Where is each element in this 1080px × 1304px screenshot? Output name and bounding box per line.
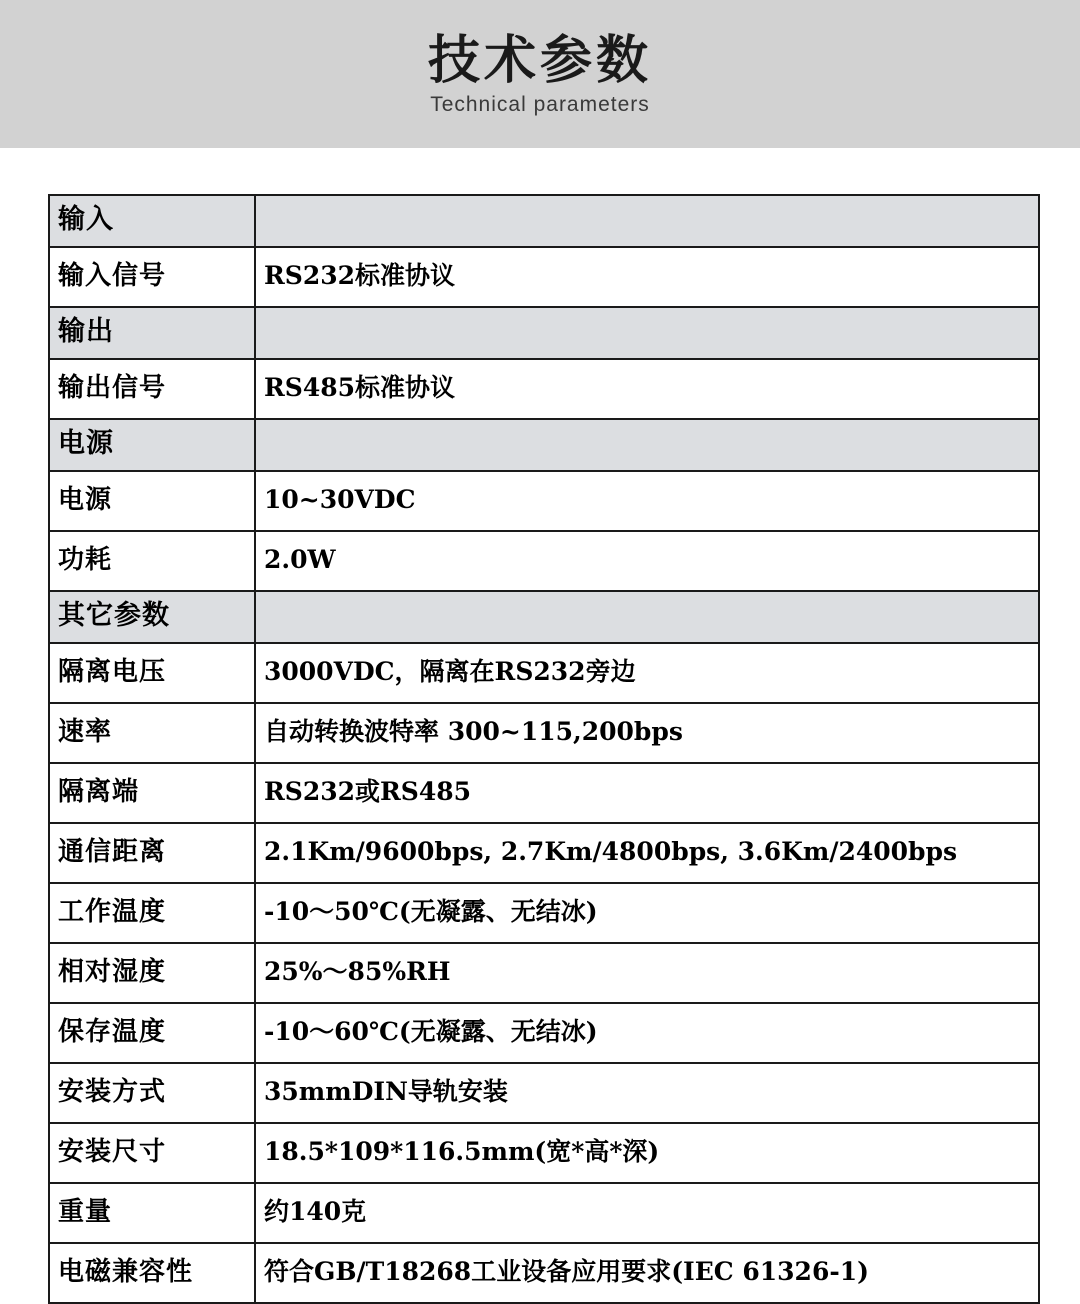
spec-row-value (255, 307, 1039, 359)
spec-section-row (49, 195, 1039, 247)
spec-item-row (49, 1243, 1039, 1303)
spec-row-label: 工作温度 (49, 883, 255, 943)
page-header (0, 0, 1080, 148)
spec-item-row (49, 531, 1039, 591)
spec-section-row (49, 307, 1039, 359)
spec-section-row (49, 591, 1039, 643)
spec-row-label: 输入 (49, 195, 255, 247)
spec-row-value (255, 195, 1039, 247)
spec-item-row (49, 763, 1039, 823)
spec-row-label: 电源 (49, 419, 255, 471)
spec-item-row (49, 883, 1039, 943)
spec-row-value: 3000VDC，隔离在RS232旁边 (255, 643, 1039, 703)
spec-row-label: 安装方式 (49, 1063, 255, 1123)
spec-row-label: 其它参数 (49, 591, 255, 643)
spec-item-row (49, 1183, 1039, 1243)
spec-row-value: 自动转换波特率 300~115,200bps (255, 703, 1039, 763)
spec-row-value: 约140克 (255, 1183, 1039, 1243)
spec-item-row (49, 471, 1039, 531)
spec-row-label: 输出信号 (49, 359, 255, 419)
spec-row-value (255, 419, 1039, 471)
spec-item-row (49, 1123, 1039, 1183)
spec-row-value: -10～60℃(无凝露、无结冰) (255, 1003, 1039, 1063)
spec-row-value: 符合GB/T18268工业设备应用要求(IEC 61326-1) (255, 1243, 1039, 1303)
spec-section-row (49, 419, 1039, 471)
spec-row-label: 相对湿度 (49, 943, 255, 1003)
spec-row-value (255, 591, 1039, 643)
spec-row-value: 2.0W (255, 531, 1039, 591)
spec-item-row (49, 703, 1039, 763)
spec-item-row (49, 1003, 1039, 1063)
spec-row-value: -10～50℃(无凝露、无结冰) (255, 883, 1039, 943)
spec-row-label: 隔离端 (49, 763, 255, 823)
spec-table-container (0, 148, 1080, 1304)
spec-row-label: 功耗 (49, 531, 255, 591)
spec-row-label: 重量 (49, 1183, 255, 1243)
spec-row-label: 保存温度 (49, 1003, 255, 1063)
spec-item-row (49, 643, 1039, 703)
spec-item-row (49, 359, 1039, 419)
spec-item-row (49, 247, 1039, 307)
spec-row-label: 输入信号 (49, 247, 255, 307)
spec-item-row (49, 823, 1039, 883)
spec-row-value: 18.5*109*116.5mm(宽*高*深) (255, 1123, 1039, 1183)
page-title: 技术参数 (427, 30, 652, 91)
spec-item-row (49, 1063, 1039, 1123)
spec-row-value: 35mmDIN导轨安装 (255, 1063, 1039, 1123)
spec-row-label: 电源 (49, 471, 255, 531)
spec-item-row (49, 943, 1039, 1003)
spec-row-value: 2.1Km/9600bps, 2.7Km/4800bps, 3.6Km/2400bps (255, 823, 1039, 883)
spec-row-label: 隔离电压 (49, 643, 255, 703)
spec-row-value: 25%～85%RH (255, 943, 1039, 1003)
spec-table (48, 194, 1040, 1304)
page-subtitle: Technical parameters (430, 92, 650, 116)
spec-row-value: RS485标准协议 (255, 359, 1039, 419)
spec-table-body (49, 195, 1039, 1303)
spec-row-value: 10~30VDC (255, 471, 1039, 531)
spec-row-value: RS232标准协议 (255, 247, 1039, 307)
spec-row-label: 电磁兼容性 (49, 1243, 255, 1303)
spec-row-label: 通信距离 (49, 823, 255, 883)
spec-row-value: RS232或RS485 (255, 763, 1039, 823)
spec-row-label: 输出 (49, 307, 255, 359)
spec-row-label: 速率 (49, 703, 255, 763)
spec-row-label: 安装尺寸 (49, 1123, 255, 1183)
